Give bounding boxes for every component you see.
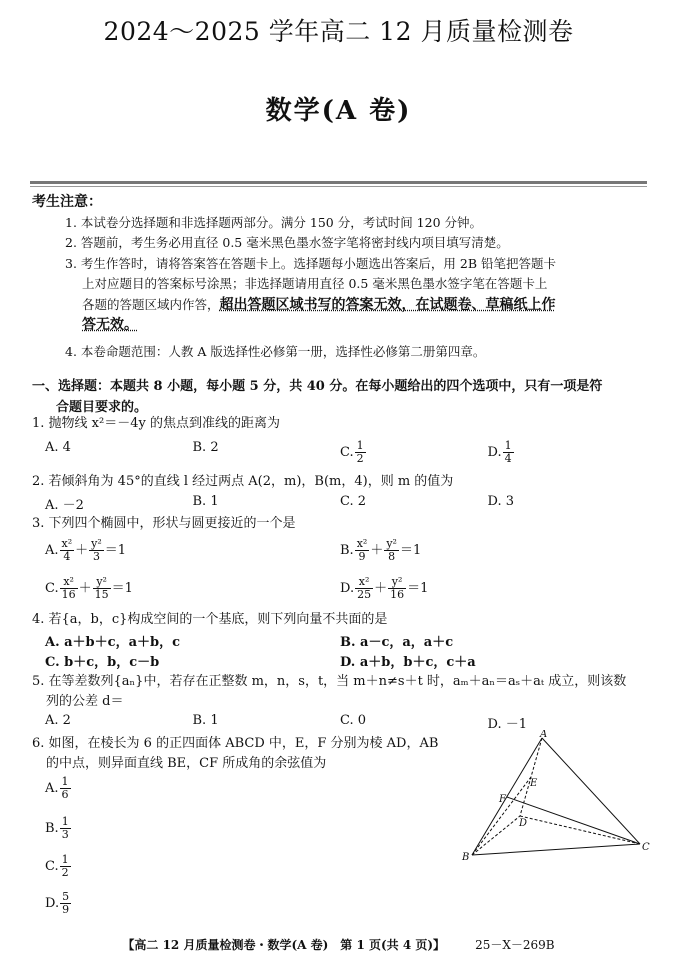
section-heading — [32, 376, 652, 418]
vertex-label-a: A — [540, 730, 548, 740]
q6-b-fraction — [60, 816, 71, 841]
q3-option-a — [45, 538, 340, 563]
q3-d-ynum: y² — [388, 576, 406, 589]
q1-option-c-fraction — [355, 440, 366, 465]
point-label-e: E — [530, 778, 538, 789]
q3-b-plus: ＋ — [370, 543, 384, 558]
divider-thick — [30, 181, 647, 184]
q6-d-num: 5 — [62, 890, 70, 903]
notice-warning-1: 超出答题区域书写的答案无效，在试题卷、草稿纸上作 — [219, 296, 556, 313]
q1-c-num: 1 — [356, 439, 364, 452]
q3-c-frac-y — [93, 576, 111, 601]
q3-d-eq: ＝1 — [407, 581, 429, 596]
point-label-f: F — [499, 794, 506, 805]
q1-option-d — [488, 440, 636, 465]
tetrahedron-figure — [458, 730, 658, 865]
edge-cd — [520, 816, 640, 844]
q3-c-plus: ＋ — [78, 581, 92, 596]
q3-b-ynum: y² — [386, 537, 397, 550]
q1-option-a: A. 4 — [45, 440, 71, 455]
q3-a-xnum: x² — [61, 537, 73, 550]
q3-a-yden: 3 — [92, 550, 100, 563]
q3-d-label: D. — [340, 581, 355, 596]
q6-a-den: 6 — [61, 788, 69, 801]
notice-item-3c — [32, 295, 652, 316]
q3-c-eq: ＝1 — [111, 581, 133, 596]
q6-d-fraction — [60, 891, 71, 916]
q4-option-c: C. b＋c，b，c－b — [45, 655, 160, 670]
q6-c-label: C. — [45, 859, 59, 874]
notice-item-3a: 3. 考生作答时，请将答案答在答题卡上。选择题每小题选出答案后，用 2B 铅笔把答题卡 — [65, 255, 556, 271]
q6-a-label: A. — [45, 781, 59, 796]
vertex-label-d: D — [519, 818, 528, 829]
q3-b-yden: 8 — [388, 550, 396, 563]
notice-item-4: 4. 本卷命题范围：人教 A 版选择性必修第一册，选择性必修第二册第四章。 — [65, 343, 486, 359]
question-3-stem: 3. 下列四个椭圆中，形状与圆更接近的一个是 — [32, 516, 296, 531]
exam-subtitle: 数学(A 卷) — [265, 96, 412, 126]
q3-d-frac-y — [388, 576, 406, 601]
q3-a-frac-x — [60, 538, 75, 563]
question-2-stem: 2. 若倾斜角为 45°的直线 l 经过两点 A(2，m)，B(m，4)，则 m 的值为 — [32, 474, 454, 489]
q3-d-xnum: x² — [355, 576, 373, 589]
q1-option-c-label: C. — [340, 445, 354, 460]
footer-code: 25－X－269B — [475, 938, 555, 952]
q4-option-b: B. a－c，a，a＋c — [340, 635, 454, 650]
vertex-label-b: B — [462, 852, 470, 863]
q3-d-xden: 25 — [357, 588, 372, 601]
notice-heading: 考生注意： — [32, 194, 102, 210]
question-4-options-row2 — [45, 651, 635, 670]
q5-option-b: B. 1 — [192, 713, 219, 728]
section-line-1: 一、选择题：本题共 8 小题，每小题 5 分，共 40 分。在每小题给出的四个选项中，只有一项是符 — [32, 379, 603, 394]
page-footer — [0, 936, 677, 953]
vertex-label-c: C — [642, 842, 650, 853]
q5-option-d: D. －1 — [487, 717, 527, 732]
q1-option-d-label: D. — [487, 445, 502, 460]
q6-option-d — [45, 891, 72, 916]
edge-bd — [472, 816, 520, 855]
q1-option-d-fraction — [503, 440, 514, 465]
q3-c-yden: 15 — [94, 588, 109, 601]
q6-option-c — [45, 854, 72, 879]
q5-option-a: A. 2 — [45, 713, 71, 728]
q1-d-den: 4 — [504, 452, 512, 465]
question-4-options-row1 — [45, 631, 635, 650]
q3-b-label: B. — [340, 543, 354, 558]
edge-bc — [472, 844, 640, 855]
q3-option-b — [340, 538, 635, 563]
q6-b-num: 1 — [61, 815, 69, 828]
notice-block — [32, 192, 652, 362]
q4-option-d: D. a＋b，b＋c，c＋a — [340, 655, 476, 670]
q3-c-xnum: x² — [60, 576, 78, 589]
notice-item-3d — [32, 315, 652, 336]
question-5-stem-1: 5. 在等差数列{aₙ}中，若存在正整数 m，n，s，t，当 m＋n≠s＋t 时，aₘ＋aₙ＝aₛ＋aₜ 成立，则该数 — [32, 674, 627, 689]
question-3-options-row1 — [45, 538, 635, 563]
q1-option-b: B. 2 — [192, 440, 219, 455]
q6-d-label: D. — [45, 896, 60, 911]
q3-a-frac-y — [89, 538, 104, 563]
q4-option-a: A. a＋b＋c，a＋b，c — [45, 635, 180, 650]
q3-c-label: C. — [45, 581, 59, 596]
notice-item-2: 2. 答题前，考生务必用直径 0.5 毫米黑色墨水签字笔将密封线内项目填写清楚。 — [65, 235, 509, 250]
notice-item-3b: 上对应题目的答案标号涂黑；非选择题请用直径 0.5 毫米黑色墨水签字笔在答题卡上 — [82, 276, 548, 291]
q3-d-frac-x — [355, 576, 373, 601]
q6-b-den: 3 — [61, 828, 69, 841]
q3-b-xden: 9 — [358, 550, 366, 563]
q3-d-plus: ＋ — [374, 581, 388, 596]
edge-ab — [472, 738, 542, 855]
q6-b-label: B. — [45, 821, 59, 836]
q3-c-ynum: y² — [93, 576, 111, 589]
q6-c-num: 1 — [61, 853, 69, 866]
question-6-stem-2: 的中点，则异面直线 BE，CF 所成角的余弦值为 — [46, 756, 327, 771]
q3-a-eq: ＝1 — [104, 543, 127, 558]
q5-option-c: C. 0 — [340, 713, 367, 728]
q6-d-den: 9 — [62, 903, 70, 916]
q2-option-b: B. 1 — [192, 494, 219, 509]
q1-c-den: 2 — [356, 452, 364, 465]
q2-option-c: C. 2 — [340, 494, 367, 509]
question-1-stem: 1. 抛物线 x²＝－4y 的焦点到准线的距离为 — [32, 416, 280, 431]
q6-a-num: 1 — [61, 775, 69, 788]
q2-option-a: A. －2 — [45, 498, 84, 513]
q3-option-c — [45, 576, 340, 601]
question-6-stem-1: 6. 如图，在棱长为 6 的正四面体 ABCD 中，E，F 分别为棱 AD，AB — [32, 736, 439, 751]
edge-ac — [542, 738, 640, 844]
question-3-options-row2 — [45, 576, 635, 601]
q3-b-frac-x — [355, 538, 370, 563]
q3-a-xden: 4 — [63, 550, 71, 563]
q3-b-xnum: x² — [356, 537, 368, 550]
q3-d-yden: 16 — [390, 588, 405, 601]
section-line-2: 合题目要求的。 — [56, 400, 148, 415]
q3-a-plus: ＋ — [75, 543, 89, 558]
question-1-options — [45, 440, 635, 465]
question-4-stem: 4. 若{a，b，c}构成空间的一个基底，则下列向量不共面的是 — [32, 612, 388, 627]
q6-c-den: 2 — [61, 866, 69, 879]
q6-c-fraction — [60, 854, 71, 879]
q6-a-fraction — [60, 776, 71, 801]
notice-item-3c-text: 各题的答题区域内作答， — [82, 296, 220, 312]
q3-option-d — [340, 576, 635, 601]
notice-warning-2: 答无效。 — [82, 317, 138, 333]
question-5-stem-2: 列的公差 d＝ — [46, 694, 124, 709]
q1-option-c — [340, 440, 488, 465]
notice-item-1: 1. 本试卷分选择题和非选择题两部分。满分 150 分，考试时间 120 分钟。 — [65, 214, 483, 230]
q3-a-ynum: y² — [91, 537, 102, 550]
q3-a-label: A. — [45, 543, 59, 558]
q3-b-frac-y — [384, 538, 399, 563]
exam-title: 2024～2025 学年高二 12 月质量检测卷 — [103, 17, 574, 46]
q6-option-a — [45, 776, 72, 801]
q3-c-xden: 16 — [61, 588, 76, 601]
question-2-options — [45, 494, 635, 513]
q2-option-d: D. 3 — [487, 494, 514, 509]
footer-info: 【高二 12 月质量检测卷・数学(A 卷) 第 1 页(共 4 页)】 — [122, 938, 446, 952]
q6-option-b — [45, 816, 72, 841]
q3-b-eq: ＝1 — [399, 543, 422, 558]
q1-d-num: 1 — [504, 439, 512, 452]
q3-c-frac-x — [60, 576, 78, 601]
divider-thin — [30, 186, 647, 187]
